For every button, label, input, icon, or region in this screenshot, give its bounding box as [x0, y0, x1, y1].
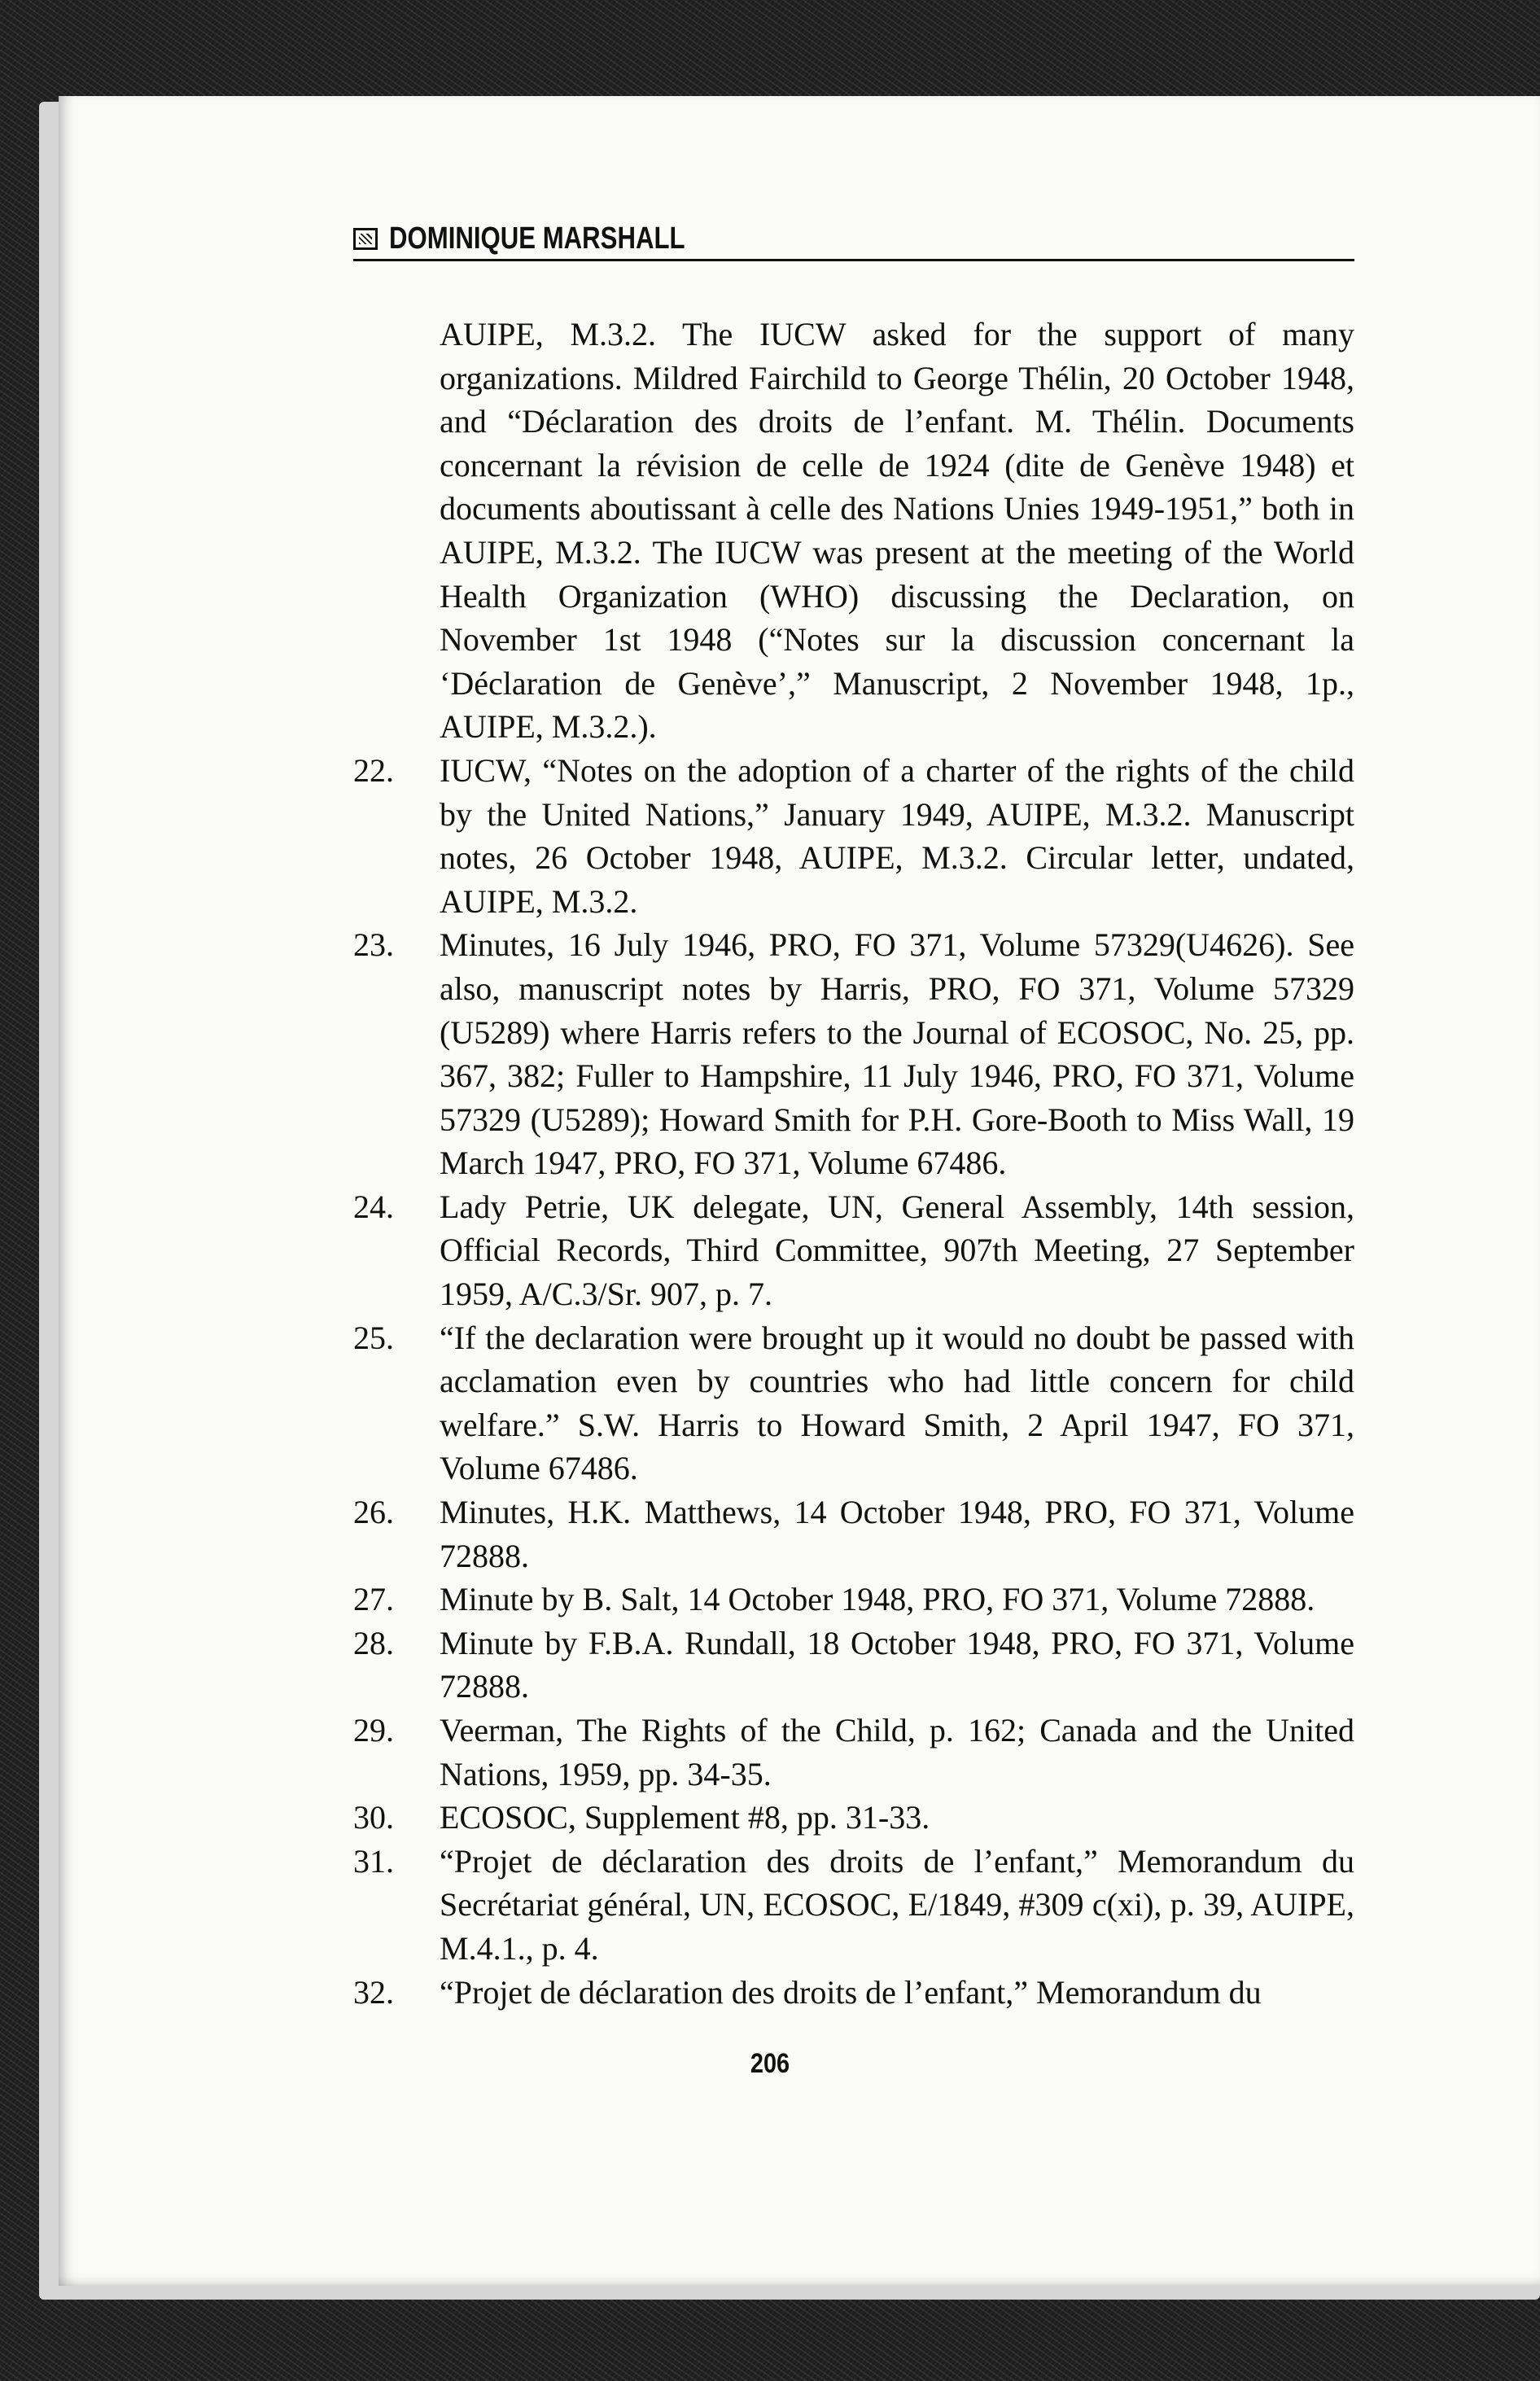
- endnote-text: Veerman, The Rights of the Child, p. 162; Canada and the United Nations, 1959, pp. 34-35.: [440, 1712, 1354, 1792]
- endnote-text: Minute by B. Salt, 14 October 1948, PRO, FO 371, Volume 72888.: [440, 1581, 1315, 1618]
- endnote: [353, 749, 1354, 923]
- endnote: [353, 1709, 1354, 1796]
- endnote-number: 32.: [353, 1973, 394, 2011]
- endnote-number: 23.: [353, 926, 394, 964]
- running-header: [353, 218, 1354, 261]
- ornament-icon: [353, 228, 378, 250]
- endnote-text: “If the declaration were brought up it would no doubt be passed with acclamation even by countries who had little concern for child welfare.” S.W. Harris to Howard Smith, 2 April 1947, FO 371, Volume 67486.: [440, 1319, 1354, 1487]
- endnote-number: 24.: [353, 1188, 394, 1225]
- endnote-text: Minutes, H.K. Matthews, 14 October 1948, PRO, FO 371, Volume 72888.: [440, 1494, 1354, 1574]
- endnote: [353, 1622, 1354, 1709]
- endnote-text: “Projet de déclaration des droits de l’enfant,” Memorandum du: [440, 1973, 1262, 2011]
- endnote: [353, 1316, 1354, 1490]
- endnote-text: ECOSOC, Supplement #8, pp. 31-33.: [440, 1799, 930, 1836]
- endnote-number: 29.: [353, 1712, 394, 1749]
- endnote: [353, 1185, 1354, 1316]
- running-header-title: DOMINIQUE MARSHALL: [389, 221, 685, 256]
- endnote-number: 28.: [353, 1624, 394, 1661]
- endnote-number: 26.: [353, 1494, 394, 1531]
- endnote: [353, 1971, 1354, 2015]
- endnote: [353, 1490, 1354, 1578]
- endnote: [353, 1840, 1354, 1971]
- endnote: [353, 1796, 1354, 1840]
- endnote-text: “Projet de déclaration des droits de l’enfant,” Memorandum du Secrétariat général, UN, ECOSOC, E/1849, #309 c(xi), p. 39, AUIPE, M.4.1., p. 4.: [440, 1842, 1354, 1967]
- endnote-number: 25.: [353, 1319, 394, 1356]
- endnote: [353, 923, 1354, 1185]
- endnote: [353, 1578, 1354, 1622]
- endnote-number: 31.: [353, 1842, 394, 1880]
- endnote-text: Lady Petrie, UK delegate, UN, General Assembly, 14th session, Official Records, Third Committee, 907th Meeting, 27 September 1959, A/C.3/Sr. 907, p. 7.: [440, 1188, 1354, 1313]
- endnote-number: 30.: [353, 1799, 394, 1836]
- endnotes-list: [353, 313, 1354, 2014]
- endnote: [353, 313, 1354, 749]
- endnote-text: IUCW, “Notes on the adoption of a charter of the rights of the child by the United Nations,” January 1949, AUIPE, M.3.2. Manuscript notes, 26 October 1948, AUIPE, M.3.2. Circular letter, undated, AUIPE, M.3.2.: [440, 751, 1354, 920]
- endnote-text: AUIPE, M.3.2. The IUCW asked for the support of many organizations. Mildred Fairchild to George Thélin, 20 October 1948, and “Déclaration des droits de l’enfant. M. Thélin. Documents concernant la révision de celle de 1924 (dite de Genève 1948) et documents aboutissant à celle des Nations Unies 1949-1951,” both in AUIPE, M.3.2. The IUCW was present at the meeting of the World Health Organization (WHO) discussing the Declaration, on November 1st 1948 (“Notes sur la discussion concernant la ‘Déclaration de Genève’,” Manuscript, 2 November 1948, 1p., AUIPE, M.3.2.).: [440, 316, 1354, 746]
- endnote-number: 22.: [353, 751, 394, 789]
- endnote-number: 27.: [353, 1581, 394, 1618]
- page-number: 206: [750, 2048, 790, 2079]
- endnote-text: Minute by F.B.A. Rundall, 18 October 1948, PRO, FO 371, Volume 72888.: [440, 1624, 1354, 1705]
- endnote-text: Minutes, 16 July 1946, PRO, FO 371, Volume 57329(U4626). See also, manuscript notes by Harris, PRO, FO 371, Volume 57329 (U5289) where Harris refers to the Journal of ECOSOC, No. 25, pp. 367, 382; Fuller to Hampshire, 11 July 1946, PRO, FO 371, Volume 57329 (U5289); Howard Smith for P.H. Gore-Booth to Miss Wall, 19 March 1947, PRO, FO 371, Volume 67486.: [440, 926, 1354, 1182]
